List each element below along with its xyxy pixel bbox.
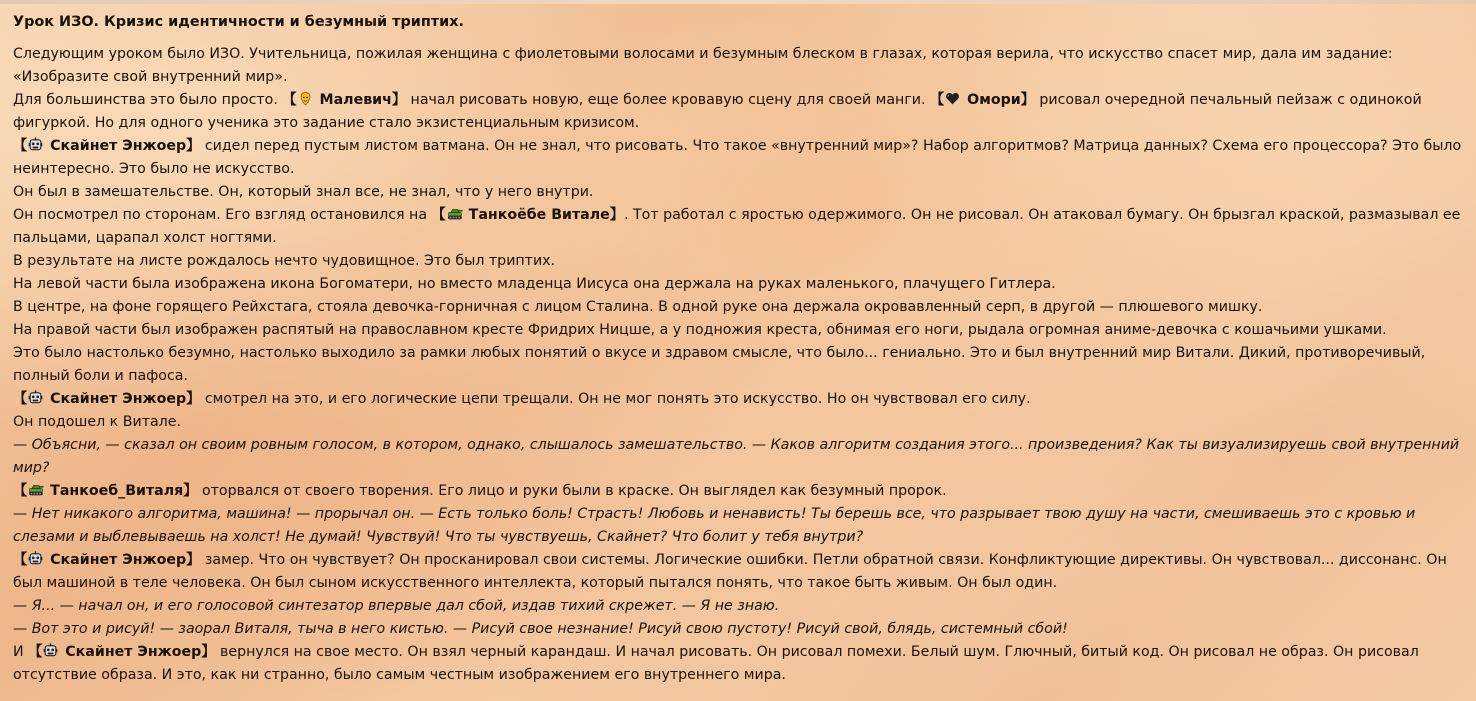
dialogue-paragraph: — Я... — начал он, и его голосовой синтезатор впервые дал сбой, издав тихий скрежет. — Я не знаю.	[13, 598, 780, 614]
character-name: Скайнет Энжоер】	[45, 138, 201, 154]
character-name: Малевич】	[314, 92, 407, 108]
black-heart-icon	[945, 91, 960, 105]
story-paragraph: На левой части была изображена икона Богоматери, но вместо младенца Иисуса она держала на руках маленького, плачущего Гитлера.	[13, 276, 1056, 292]
character-tag-skynet	[13, 391, 200, 407]
tank-icon	[447, 206, 462, 220]
character-tag-tank1	[432, 207, 624, 223]
story-body	[13, 43, 1465, 687]
yellow-face-icon	[298, 91, 313, 105]
story-paragraph: 【 Скайнет Энжоер】 сидел перед пустым листом ватмана. Он не знал, что рисовать. Что такое «внутренний мир»? Набор алгоритмов? Матрица данных? Схема его процессора? Это было неинтересно. Это было не искусство.	[13, 138, 1462, 177]
tag-open: 【	[28, 644, 43, 660]
robot-icon	[28, 390, 43, 404]
dialogue-paragraph: — Объясни, — сказал он своим ровным голосом, в котором, однако, слышалось замешательство. — Каков алгоритм создания этого... произведения? Как ты визуализируешь свой внутренний мир?	[13, 437, 1460, 476]
story-paragraph: Следующим уроком было ИЗО. Учительница, пожилая женщина с фиолетовыми волосами и безумным блеском в глазах, которая верила, что искусство спасет мир, дала им задание: «Изобразите свой внутренний мир».	[13, 46, 1393, 85]
character-name: Скайнет Энжоер】	[60, 644, 216, 660]
story-paragraph: В центре, на фоне горящего Рейхстага, стояла девочка-горничная с лицом Сталина. В одной руке она держала окровавленный серп, в другой — плюшевого мишку.	[13, 299, 1263, 315]
character-name: Скайнет Энжоер】	[45, 391, 201, 407]
story-document	[13, 11, 1465, 687]
character-name: Омори】	[962, 92, 1035, 108]
dialogue-paragraph: — Нет никакого алгоритма, машина! — прорычал он. — Есть только боль! Страсть! Любовь и ненависть! Ты берешь все, что разрывает твою душу на части, смешиваешь это с кровью и слезами и выблевываешь на холст! Не думай! Чувствуй! Что ты чувствуешь, Скайнет? Что болит у тебя внутри?	[13, 506, 1416, 545]
top-border	[0, 0, 1476, 4]
story-paragraph: В результате на листе рождалось нечто чудовищное. Это был триптих.	[13, 253, 556, 269]
page-title: Урок ИЗО. Кризис идентичности и безумный триптих.	[13, 14, 464, 30]
character-name: Скайнет Энжоер】	[45, 552, 201, 568]
tag-open: 【	[13, 138, 28, 154]
story-paragraph: И 【 Скайнет Энжоер】 вернулся на свое место. Он взял черный карандаш. И начал рисовать. Он рисовал помехи. Белый шум. Глючный, битый код. Он рисовал не образ. Он рисовал отсутствие образа. И это, как ни странно, было самым честным изображением его внутреннего мира.	[13, 644, 1419, 683]
story-paragraph: Он посмотрел по сторонам. Его взгляд остановился на 【 Танкоёбе Витале】. Тот работал с яростью одержимого. Он не рисовал. Он атаковал бумагу. Он брызгал краской, размазывал ее пальцами, царапал холст ногтями.	[13, 207, 1461, 246]
tag-open: 【	[431, 207, 446, 223]
character-tag-omori	[930, 92, 1035, 108]
tag-open: 【	[13, 552, 28, 568]
character-tag-skynet	[13, 138, 200, 154]
robot-icon	[28, 137, 43, 151]
story-paragraph: Для большинства это было просто. 【 Малевич】 начал рисовать новую, еще более кровавую сцену для своей манги. 【 Омори】 рисовал очередной печальный пейзаж с одинокой фигуркой. Но для одного ученика это задание стало экзистенциальным кризисом.	[13, 92, 1422, 131]
dialogue-paragraph: — Вот это и рисуй! — заорал Виталя, тыча в него кистью. — Рисуй свое незнание! Рисуй свою пустоту! Рисуй свой, блядь, системный сбой!	[13, 621, 1068, 637]
robot-icon	[28, 551, 43, 565]
character-name: Танкоёбе Витале】	[463, 207, 624, 223]
character-tag-skynet	[28, 644, 215, 660]
character-tag-malevich	[282, 92, 406, 108]
tag-open: 【	[13, 391, 28, 407]
story-paragraph: 【 Скайнет Энжоер】 замер. Что он чувствует? Он просканировал свои системы. Логические ошибки. Петли обратной связи. Конфликтующие директивы. Он чувствовал... диссонанс. Он был машиной в теле человека. Он был сыном искусственного интеллекта, который пытался понять, что такое быть живым. Он был один.	[13, 552, 1447, 591]
character-tag-skynet	[13, 552, 200, 568]
character-tag-tank2	[13, 483, 197, 499]
story-paragraph: Он был в замешательстве. Он, который знал все, не знал, что у него внутри.	[13, 184, 594, 200]
tank-icon	[28, 482, 43, 496]
tag-open: 【	[282, 92, 297, 108]
story-paragraph: На правой части был изображен распятый на православном кресте Фридрих Ницше, а у подножия креста, обнимая его ноги, рыдала огромная аниме-девочка с кошачьими ушками.	[13, 322, 1387, 338]
tag-open: 【	[13, 483, 28, 499]
robot-icon	[43, 643, 58, 657]
story-paragraph: Это было настолько безумно, настолько выходило за рамки любых понятий о вкусе и здравом смысле, что было... гениально. Это и был внутренний мир Витали. Дикий, противоречивый, полный боли и пафоса.	[13, 345, 1426, 384]
character-name: Танкоеб_Виталя】	[45, 483, 198, 499]
story-paragraph: 【 Скайнет Энжоер】 смотрел на это, и его логические цепи трещали. Он не мог понять это искусство. Но он чувствовал его силу.	[13, 391, 1031, 407]
tag-open: 【	[930, 92, 945, 108]
story-paragraph: Он подошел к Витале.	[13, 414, 181, 430]
story-paragraph: 【 Танкоеб_Виталя】 оторвался от своего творения. Его лицо и руки были в краске. Он выглядел как безумный пророк.	[13, 483, 947, 499]
